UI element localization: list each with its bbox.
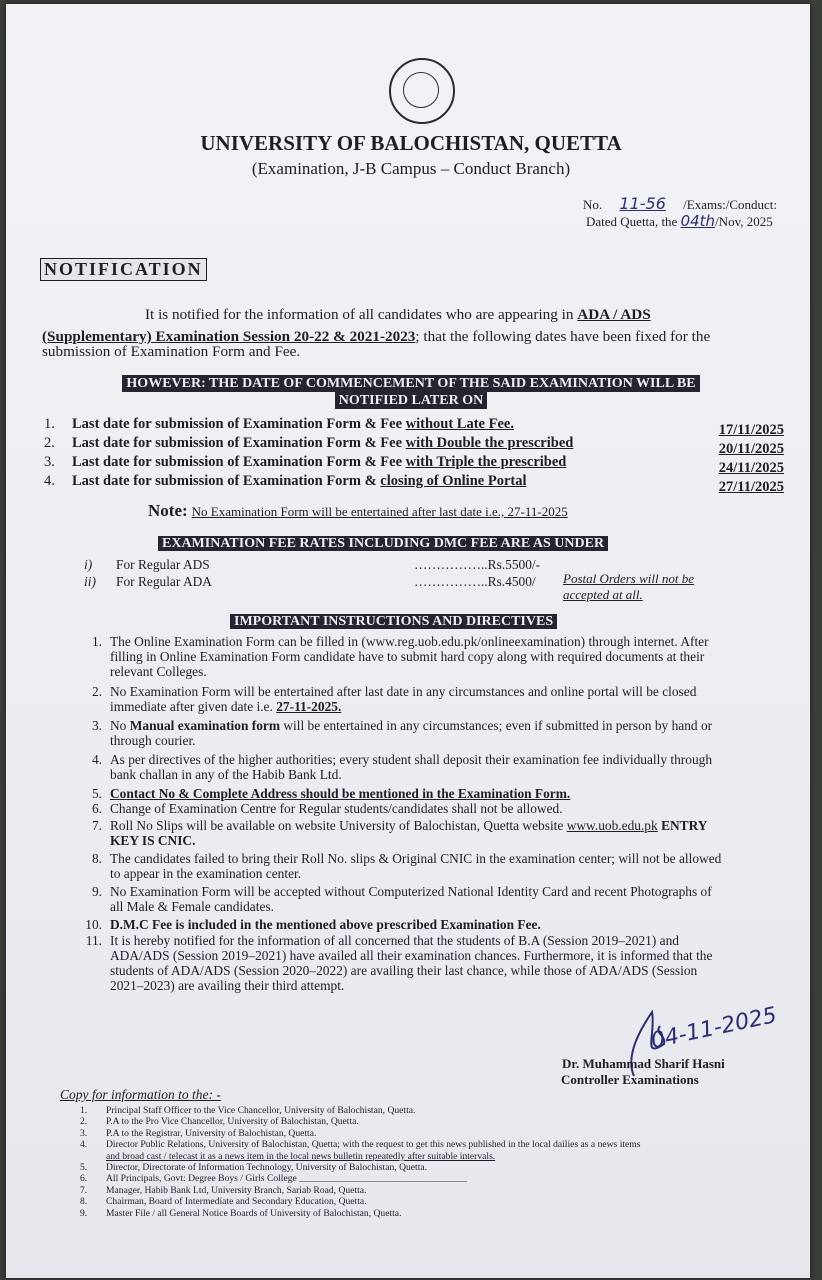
list-item: 10. D.M.C Fee is included in the mentioned above prescribed Examination Fee. xyxy=(85,917,541,932)
intro-line-1: It is notified for the information of all candidates who are appearing in ADA / ADS xyxy=(145,306,651,323)
list-item: 7. Manager, Habib Bank Ltd, University Branch, Sariab Road, Quetta. xyxy=(80,1184,367,1196)
note-line: Note: No Examination Form will be entertained after last date i.e., 27-11-2025 xyxy=(148,501,568,520)
fee-amount: Rs.4500/ xyxy=(487,574,536,589)
list-item: 4. Director Public Relations, University of Balochistan, Quetta; with the request to get this news published in the local dailies as a news items xyxy=(80,1139,641,1151)
handwritten-date: 04-11-2025 xyxy=(648,1002,780,1055)
university-seal xyxy=(389,58,455,124)
branch-subtitle: (Examination, J-B Campus – Conduct Branch) xyxy=(251,159,571,178)
copy-list xyxy=(80,1105,780,1219)
signatory-designation: Controller Examinations xyxy=(561,1072,699,1087)
university-title: UNIVERSITY OF BALOCHISTAN, QUETTA xyxy=(200,131,622,155)
dates-list xyxy=(44,416,784,495)
list-item: 5. Director, Directorate of Information Technology, University of Balochistan, Quetta. xyxy=(80,1162,428,1174)
fee-amount: Rs.5500/- xyxy=(487,557,541,572)
list-item: 8. Chairman, Board of Intermediate and Secondary Education, Quetta. xyxy=(80,1196,367,1208)
list-item: 8. The candidates failed to bring their Roll No. slips & Original CNIC in the examination center; will not be allowed to appear in the examination center. xyxy=(91,851,722,881)
fees-heading: EXAMINATION FEE RATES INCLUDING DMC FEE ARE AS UNDER xyxy=(158,535,608,552)
list-item: 3. No Manual examination form will be entertained in any circumstances; even if submitted in person by hand or through courier. xyxy=(91,718,713,748)
reference-line: No. 11-56 /Exams:/Conduct: xyxy=(583,194,778,213)
list-item: 11. It is hereby notified for the information of all concerned that the students of B.A (Session 2019–2021) and ADA/ADS (Session 2019–2021) have availed all their examination chances. Furthermore, it is informed that the students of ADA/ADS (Session 2020–2022) are availing their last chance, while those of ADA/ADS (Session 2021–2023) are availing their third attempt. xyxy=(85,933,713,993)
list-item: 9. Master File / all General Notice Boards of University of Balochistan, Quetta. xyxy=(80,1207,402,1219)
list-item: 6. All Principals, Govt: Degree Boys / Girls College ___________________________________ xyxy=(80,1173,468,1185)
list-item: 4. As per directives of the higher authorities; every student shall deposit their examination fee individually through bank challan in any of the Habib Bank Ltd. xyxy=(91,752,713,782)
dated-day: 04th xyxy=(680,212,716,230)
intro-line-2: (Supplementary) Examination Session 20-22 & 2021-2023; that the following dates have been fixed for the xyxy=(42,328,711,345)
list-item: 6. Change of Examination Centre for Regular students/candidates shall not be allowed. xyxy=(91,801,563,816)
commencement-banner: HOWEVER: THE DATE OF COMMENCEMENT OF THE SAID EXAMINATION WILL BE NOTIFIED LATER ON xyxy=(0,375,822,409)
list-item: 2. P.A to the Pro Vice Chancellor, University of Balochistan, Quetta. xyxy=(80,1116,359,1128)
date-value: 17/11/2025 xyxy=(718,422,784,438)
date-value: 24/11/2025 xyxy=(718,460,784,476)
list-item: 3. P.A to the Registrar, University of Balochistan, Quetta. xyxy=(80,1127,317,1139)
list-item: 2. Last date for submission of Examination Form & Fee with Double the prescribed 20/11/2025 xyxy=(44,435,784,457)
list-item: 1. Last date for submission of Examination Form & Fee without Late Fee. 17/11/2025 xyxy=(44,416,784,438)
fees-list xyxy=(84,556,564,590)
dated-line: Dated Quetta, the 04th/Nov, 2025 xyxy=(586,212,773,230)
list-item: 7. Roll No Slips will be available on website University of Balochistan, Quetta website www.uob.edu.pk ENTRY KEY IS CNIC. xyxy=(91,818,708,848)
signatory-name: Dr. Muhammad Sharif Hasni xyxy=(562,1056,725,1071)
list-item: 3. Last date for submission of Examination Form & Fee with Triple the prescribed 24/11/2025 xyxy=(44,454,784,476)
list-item: 2. No Examination Form will be entertained after last date in any circumstances and online portal will be closed immediate after given date i.e. 27-11-2025. xyxy=(91,684,697,714)
list-item: i) For Regular ADS ……………..Rs.5500/- xyxy=(84,557,541,572)
copy-heading: Copy for information to the: - xyxy=(60,1087,221,1102)
intro-line-3: submission of Examination Form and Fee. xyxy=(42,343,301,360)
date-value: 20/11/2025 xyxy=(718,441,784,457)
list-item: 1. The Online Examination Form can be filled in (www.reg.uob.edu.pk/onlineexamination) through internet. After filling in Online Examination Form candidate have to submit hard copy along with required documents at their relevant Colleges. xyxy=(91,634,709,679)
date-value: 27/11/2025 xyxy=(718,479,784,495)
postal-order-notice: Postal Orders will not be accepted at all. xyxy=(563,571,694,602)
list-item: 9. No Examination Form will be accepted without Computerized National Identity Card and recent Photographs of all Male & Female candidates. xyxy=(91,884,712,914)
list-item: and broad cast / telecast it as a news item in the local news bulletin repeatedly after suitable intervals. xyxy=(106,1150,496,1162)
list-item: 4. Last date for submission of Examination Form & closing of Online Portal 27/11/2025 xyxy=(44,473,784,495)
reference-number: 11-56 xyxy=(619,194,666,213)
instructions-list xyxy=(80,634,800,993)
list-item: 5. Contact No & Complete Address should be mentioned in the Examination Form. xyxy=(91,786,571,801)
list-item: ii) For Regular ADA ……………..Rs.4500/ xyxy=(84,574,536,589)
list-item: 1. Principal Staff Officer to the Vice Chancellor, University of Balochistan, Quetta. xyxy=(80,1105,416,1116)
notification-heading: NOTIFICATION xyxy=(40,258,207,281)
instructions-heading: IMPORTANT INSTRUCTIONS AND DIRECTIVES xyxy=(230,613,557,630)
